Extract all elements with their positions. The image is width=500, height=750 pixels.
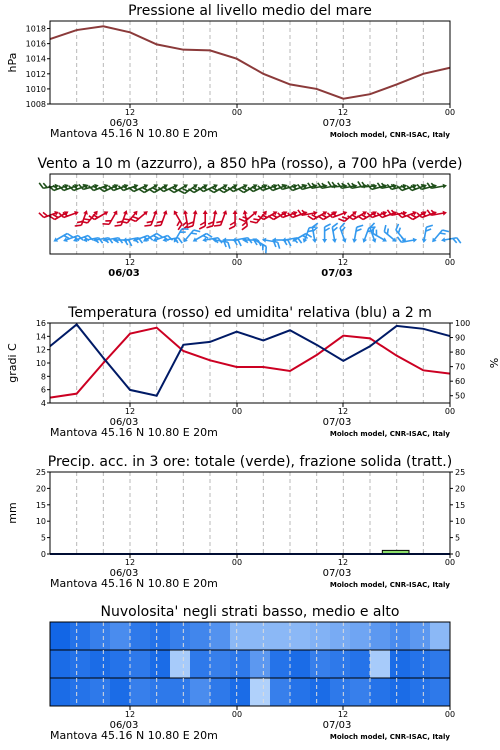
wind-barb <box>427 207 447 219</box>
x-tick-label: 12 <box>337 558 349 567</box>
wind-barb <box>322 224 331 243</box>
wind-barb <box>258 206 279 223</box>
y-tick-label: 10 <box>35 359 46 368</box>
y-right-tick-label: 80 <box>455 348 466 358</box>
cloud-cell <box>310 678 331 706</box>
x-tick-label: 00 <box>231 258 243 267</box>
y-right-tick-label: 60 <box>455 377 466 387</box>
cloud-cell <box>70 650 91 678</box>
wind-barb <box>427 180 447 192</box>
chart-title: Pressione al livello medio del mare <box>128 3 372 19</box>
wind-barb <box>132 232 153 246</box>
credit-label: Moloch model, CNR-ISAC, Italy <box>329 131 450 139</box>
y-tick-label: 1008 <box>25 100 46 109</box>
cloud-cell <box>390 622 411 650</box>
x-tick-label: 00 <box>231 710 243 719</box>
cloud-cell <box>150 678 171 706</box>
x-tick-label: 00 <box>231 558 243 567</box>
cloud-cell <box>50 650 71 678</box>
y-right-tick-label: 5 <box>455 533 461 543</box>
location-label: Mantova 45.16 N 10.80 E 20m <box>50 127 218 140</box>
y-tick-label: 25 <box>35 468 46 477</box>
cloud-cell <box>190 678 211 706</box>
x-tick-label: 12 <box>124 407 136 416</box>
cloud-cell <box>170 622 191 650</box>
y-right-tick-label: 20 <box>455 484 466 494</box>
y-right-axis-label: % <box>487 357 500 369</box>
x-tick-label: 12 <box>124 558 136 567</box>
wind-barb <box>337 223 351 244</box>
cloud-cell <box>290 678 311 706</box>
cloud-cell <box>170 650 191 678</box>
cloud-cell <box>310 622 331 650</box>
cloud-cell <box>190 650 211 678</box>
x-date-label: 06/03 <box>109 568 139 579</box>
wind-barb <box>308 180 328 192</box>
cloud-cell <box>430 622 451 650</box>
cloud-cell <box>150 650 171 678</box>
x-tick-label: 00 <box>444 558 456 567</box>
chart-title: Vento a 10 m (azzurro), a 850 hPa (rosso), a 700 hPa (verde) <box>37 156 463 172</box>
cloud-cell <box>330 650 351 678</box>
y-tick-label: 1018 <box>25 24 46 34</box>
cloud-cell <box>50 622 71 650</box>
cloud-cell <box>150 622 171 650</box>
chart-title: Precip. acc. in 3 ore: totale (verde), frazione solida (tratt.) <box>47 454 453 470</box>
cloud-cell <box>270 650 291 678</box>
chart-title: Temperatura (rosso) ed umidita' relativa (blu) a 2 m <box>68 305 432 321</box>
y-axis-label: mm <box>6 502 19 524</box>
y-right-tick-label: 15 <box>455 500 466 510</box>
cloud-cell <box>330 678 351 706</box>
wind-barb <box>187 209 199 229</box>
location-label: Mantova 45.16 N 10.80 E 20m <box>50 426 218 439</box>
humidity-line <box>50 324 450 395</box>
cloud-cell <box>210 622 231 650</box>
pressure-line <box>50 26 450 98</box>
y-right-tick-label: 50 <box>455 391 466 401</box>
x-tick-label: 00 <box>444 710 456 719</box>
x-date-label: 07/03 <box>322 720 352 731</box>
cloud-cell <box>90 650 111 678</box>
plot-frame <box>50 21 450 104</box>
y-tick-label: 10 <box>35 517 46 527</box>
wind-barb <box>308 206 329 223</box>
wind-barb <box>338 180 358 192</box>
y-tick-label: 12 <box>35 345 46 355</box>
x-tick-label: 12 <box>124 108 136 117</box>
cloud-cell <box>250 650 271 678</box>
cloud-cell <box>110 622 131 650</box>
cloud-cell <box>370 650 391 678</box>
cloud-cell <box>70 622 91 650</box>
cloud-cell <box>230 678 251 706</box>
wind-barb <box>228 179 249 195</box>
y-axis-label: gradi C <box>6 343 19 383</box>
wind-barb <box>430 226 449 246</box>
x-tick-label: 12 <box>337 258 349 267</box>
y-right-tick-label: 0 <box>455 550 461 559</box>
wind-barb <box>122 235 142 247</box>
y-tick-label: 1010 <box>25 84 46 94</box>
wind-barb <box>351 224 363 244</box>
y-axis-label: hPa <box>6 52 19 73</box>
cloud-cell <box>370 678 391 706</box>
x-tick-label: 00 <box>231 108 243 117</box>
x-tick-label: 12 <box>124 258 136 267</box>
y-tick-label: 8 <box>40 372 46 382</box>
cloud-cell <box>50 678 71 706</box>
plot-frame <box>50 323 450 403</box>
cloud-cell <box>70 678 91 706</box>
wind-barb <box>199 210 208 229</box>
cloud-cell <box>370 622 391 650</box>
cloud-cell <box>410 650 431 678</box>
cloud-cell <box>330 622 351 650</box>
cloud-cell <box>210 650 231 678</box>
wind-barb <box>92 235 112 247</box>
x-tick-label: 00 <box>231 407 243 416</box>
location-label: Mantova 45.16 N 10.80 E 20m <box>50 577 218 590</box>
wind-barb <box>214 208 228 229</box>
cloud-cell <box>230 650 251 678</box>
x-date-label: 06/03 <box>109 720 139 731</box>
cloud-cell <box>410 678 431 706</box>
cloud-cell <box>290 650 311 678</box>
y-tick-label: 15 <box>35 500 46 510</box>
cloud-cell <box>90 678 111 706</box>
cloud-cell <box>430 650 451 678</box>
y-tick-label: 20 <box>35 484 46 494</box>
y-tick-label: 4 <box>40 399 46 408</box>
temperature-line <box>50 328 450 398</box>
cloud-cell <box>350 678 371 706</box>
x-tick-label: 12 <box>124 710 136 719</box>
x-date-label: 07/03 <box>322 568 352 579</box>
y-right-tick-label: 100 <box>455 319 471 328</box>
cloud-cell <box>250 622 271 650</box>
wind-barb <box>198 179 219 195</box>
x-tick-label: 00 <box>444 258 456 267</box>
cloud-cell <box>270 622 291 650</box>
wind-barb <box>191 230 212 247</box>
wind-barb <box>329 223 341 243</box>
cloud-cell <box>290 622 311 650</box>
cloud-cell <box>190 622 211 650</box>
cloud-cell <box>390 650 411 678</box>
cloud-cell <box>350 650 371 678</box>
y-right-tick-label: 10 <box>455 517 466 527</box>
x-date-label: 06/03 <box>109 118 139 129</box>
cloud-cell <box>110 678 131 706</box>
x-date-label: 06/03 <box>109 417 139 428</box>
y-tick-label: 0 <box>40 550 46 559</box>
cloud-cell <box>210 678 231 706</box>
y-right-tick-label: 70 <box>455 362 466 372</box>
credit-label: Moloch model, CNR-ISAC, Italy <box>329 581 450 589</box>
y-right-tick-label: 90 <box>455 333 466 343</box>
x-date-label: 06/03 <box>108 268 140 279</box>
cloud-cell <box>130 622 151 650</box>
wind-barb <box>309 223 321 243</box>
chart-title: Nuvolosita' negli strati basso, medio e alto <box>100 604 400 620</box>
y-tick-label: 1016 <box>25 39 46 49</box>
wind-barb <box>281 235 301 247</box>
y-right-tick-label: 25 <box>455 468 466 477</box>
wind-barb <box>158 179 179 195</box>
cloud-cell <box>230 622 251 650</box>
cloud-cell <box>310 650 331 678</box>
y-tick-label: 16 <box>35 319 46 328</box>
x-tick-label: 12 <box>337 407 349 416</box>
cloud-cell <box>130 650 151 678</box>
x-tick-label: 12 <box>337 710 349 719</box>
wind-barb <box>261 237 281 249</box>
cloud-cell <box>170 678 191 706</box>
cloud-cell <box>250 678 271 706</box>
x-tick-label: 12 <box>337 108 349 117</box>
cloud-cell <box>350 622 371 650</box>
cloud-cell <box>90 622 111 650</box>
cloud-cell <box>270 678 291 706</box>
x-tick-label: 00 <box>444 108 456 117</box>
plot-frame <box>50 472 450 554</box>
location-label: Mantova 45.16 N 10.80 E 20m <box>50 729 218 742</box>
x-tick-label: 00 <box>444 407 456 416</box>
x-date-label: 07/03 <box>321 268 353 279</box>
y-tick-label: 14 <box>35 332 46 342</box>
credit-label: Moloch model, CNR-ISAC, Italy <box>329 430 450 438</box>
cloud-cell <box>110 650 131 678</box>
wind-barb <box>441 235 461 247</box>
wind-barb <box>291 230 312 247</box>
y-tick-label: 1012 <box>25 69 46 79</box>
cloud-cell <box>410 622 431 650</box>
x-date-label: 07/03 <box>322 118 352 129</box>
y-tick-label: 1014 <box>25 54 46 64</box>
cloud-cell <box>390 678 411 706</box>
wind-barb <box>348 206 369 223</box>
cloud-cell <box>130 678 151 706</box>
cloud-cell <box>430 678 451 706</box>
wind-barb <box>119 179 140 193</box>
y-tick-label: 6 <box>40 385 46 395</box>
y-tick-label: 5 <box>40 533 46 543</box>
credit-label: Moloch model, CNR-ISAC, Italy <box>329 733 450 741</box>
x-date-label: 07/03 <box>322 417 352 428</box>
